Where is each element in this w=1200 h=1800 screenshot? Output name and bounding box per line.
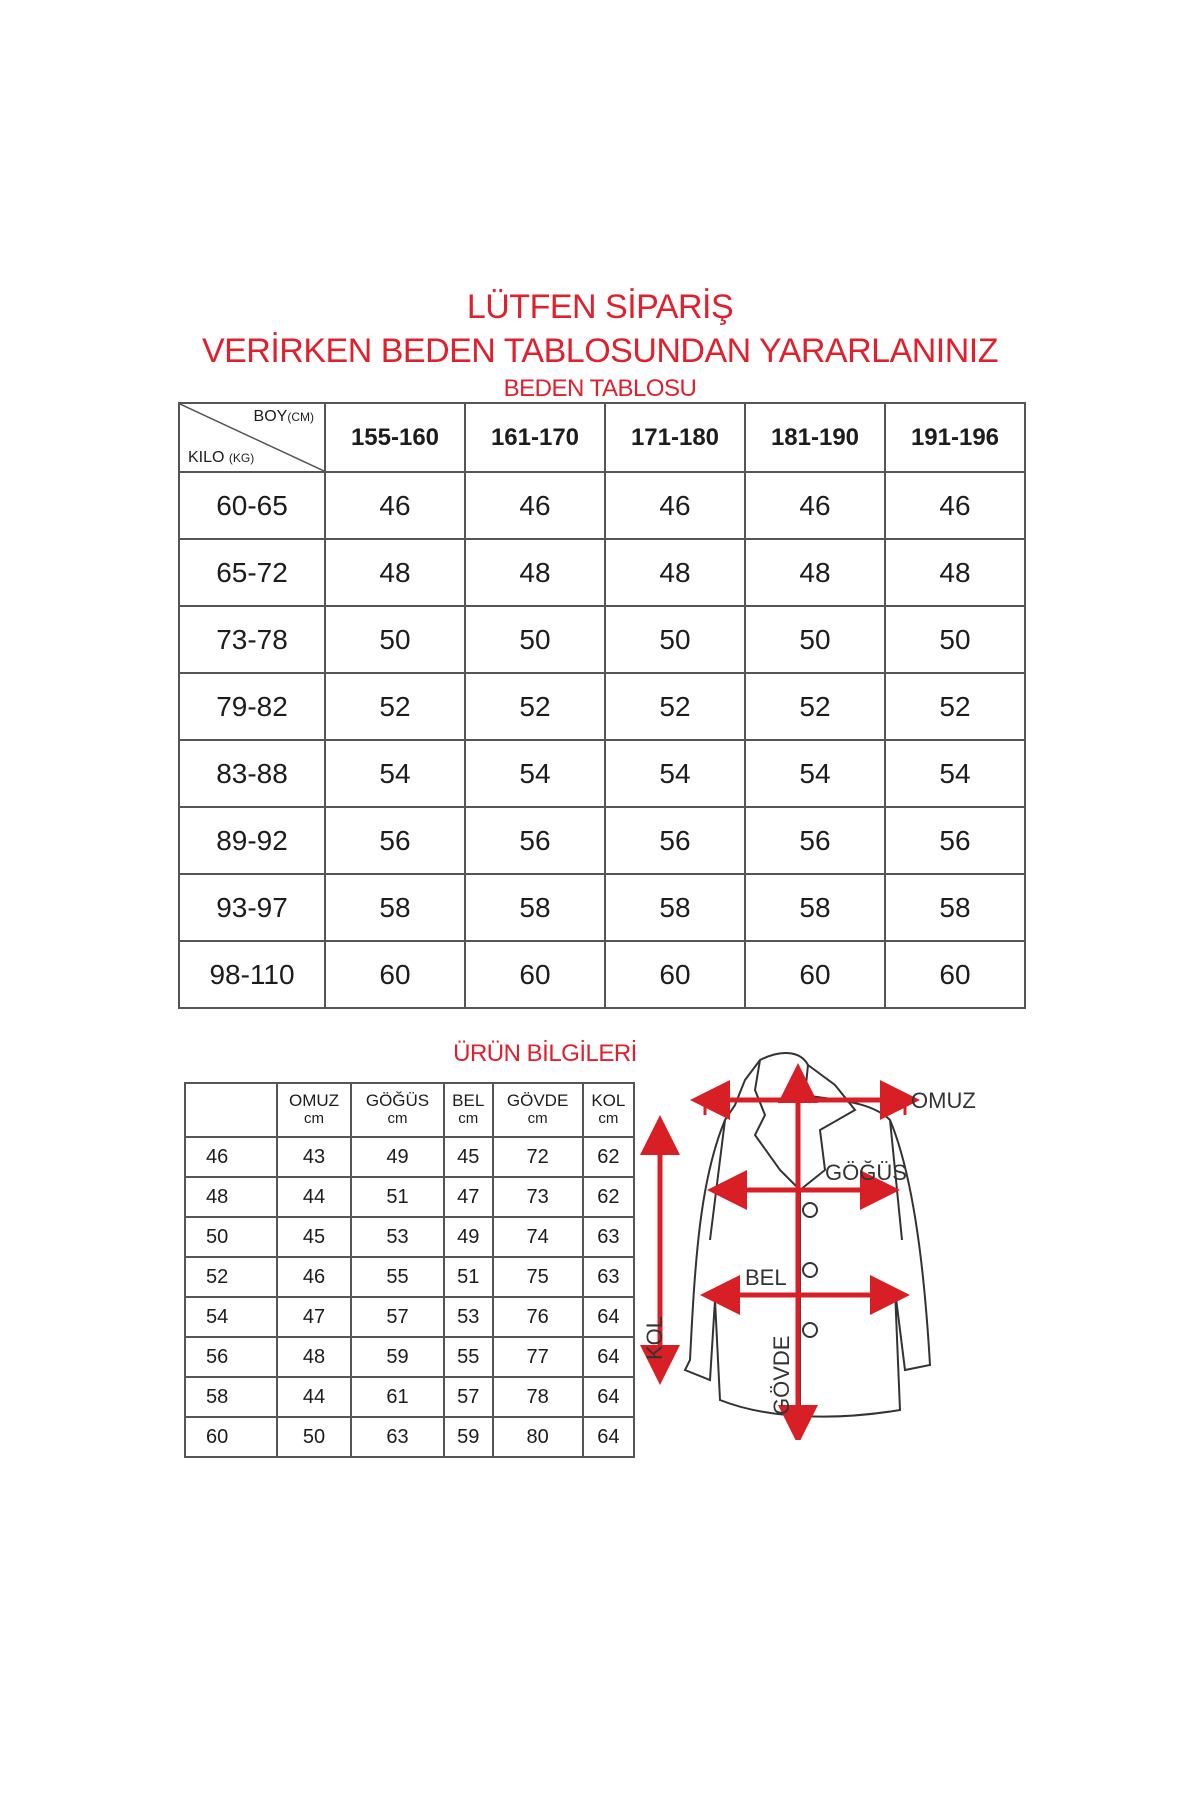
measurement-cell: 61 (351, 1377, 444, 1417)
size-cell: 54 (605, 740, 745, 807)
height-column-header: 191-196 (885, 403, 1025, 472)
measurement-cell: 64 (583, 1377, 634, 1417)
measurement-cell: 46 (277, 1257, 351, 1297)
corner-height-label: BOY(CM) (253, 408, 314, 425)
size-cell: 50 (325, 606, 465, 673)
size-cell: 52 (465, 673, 605, 740)
product-size-cell: 46 (185, 1137, 277, 1177)
size-table-header-row (179, 403, 1025, 472)
coat-outline (685, 1053, 930, 1417)
height-column-header: 171-180 (605, 403, 745, 472)
measurement-cell: 64 (583, 1297, 634, 1337)
size-table-row (179, 874, 1025, 941)
sleeve-label: KOL (642, 1315, 667, 1360)
product-size-cell: 60 (185, 1417, 277, 1457)
product-info-title: ÜRÜN BİLGİLERİ (453, 1040, 637, 1067)
size-cell: 56 (885, 807, 1025, 874)
measurement-cell: 73 (493, 1177, 583, 1217)
measurement-cell: 63 (583, 1257, 634, 1297)
measurement-cell: 55 (444, 1337, 493, 1377)
size-cell: 54 (885, 740, 1025, 807)
product-size-cell: 52 (185, 1257, 277, 1297)
measurement-cell: 44 (277, 1377, 351, 1417)
measurement-cell: 74 (493, 1217, 583, 1257)
measurement-cell: 62 (583, 1177, 634, 1217)
size-table-row (179, 941, 1025, 1008)
corner-weight-label: KILO (KG) (188, 449, 255, 466)
measurement-cell: 43 (277, 1137, 351, 1177)
weight-range-cell: 98-110 (179, 941, 325, 1008)
product-table-row (185, 1337, 634, 1377)
title-line-2: VERİRKEN BEDEN TABLOSUNDAN YARARLANINIZ (201, 332, 999, 370)
product-column-header: OMUZ cm (277, 1083, 351, 1137)
size-table-row (179, 740, 1025, 807)
product-table-row (185, 1417, 634, 1457)
product-table-header-row (185, 1083, 634, 1137)
weight-range-cell: 83-88 (179, 740, 325, 807)
product-table-row (185, 1137, 634, 1177)
size-cell: 48 (605, 539, 745, 606)
measurement-cell: 57 (444, 1377, 493, 1417)
size-cell: 46 (885, 472, 1025, 539)
product-column-header: KOL cm (583, 1083, 634, 1137)
weight-range-cell: 65-72 (179, 539, 325, 606)
measurement-cell: 63 (583, 1217, 634, 1257)
size-cell: 52 (325, 673, 465, 740)
measurement-cell: 53 (444, 1297, 493, 1337)
size-cell: 58 (465, 874, 605, 941)
coat-measurement-diagram (640, 1040, 1040, 1440)
measurement-cell: 78 (493, 1377, 583, 1417)
size-cell: 58 (885, 874, 1025, 941)
size-cell: 56 (605, 807, 745, 874)
size-cell: 54 (325, 740, 465, 807)
height-column-header: 181-190 (745, 403, 885, 472)
measurement-cell: 64 (583, 1337, 634, 1377)
measurement-cell: 47 (277, 1297, 351, 1337)
product-size-cell: 50 (185, 1217, 277, 1257)
product-table-row (185, 1297, 634, 1337)
measurement-cell: 80 (493, 1417, 583, 1457)
product-column-header: BEL cm (444, 1083, 493, 1137)
waist-label: BEL (745, 1265, 787, 1290)
measurement-cell: 59 (351, 1337, 444, 1377)
size-cell: 60 (605, 941, 745, 1008)
size-cell: 46 (605, 472, 745, 539)
measurement-cell: 51 (351, 1177, 444, 1217)
size-cell: 50 (465, 606, 605, 673)
measurement-cell: 51 (444, 1257, 493, 1297)
size-table-row (179, 539, 1025, 606)
size-cell: 54 (465, 740, 605, 807)
product-info-table (184, 1082, 635, 1458)
product-size-cell: 48 (185, 1177, 277, 1217)
measurement-cell: 77 (493, 1337, 583, 1377)
size-cell: 50 (745, 606, 885, 673)
measurement-cell: 44 (277, 1177, 351, 1217)
height-column-header: 155-160 (325, 403, 465, 472)
body-length-label: GÖVDE (769, 1335, 794, 1415)
size-table-row (179, 606, 1025, 673)
measurement-cell: 62 (583, 1137, 634, 1177)
product-table-row (185, 1217, 634, 1257)
size-cell: 48 (465, 539, 605, 606)
weight-range-cell: 93-97 (179, 874, 325, 941)
measurement-cell: 75 (493, 1257, 583, 1297)
size-cell: 50 (885, 606, 1025, 673)
button-icon (803, 1323, 817, 1337)
size-cell: 56 (325, 807, 465, 874)
measurement-cell: 45 (277, 1217, 351, 1257)
size-cell: 58 (605, 874, 745, 941)
measurement-cell: 45 (444, 1137, 493, 1177)
size-table-row (179, 472, 1025, 539)
size-cell: 52 (885, 673, 1025, 740)
size-cell: 48 (745, 539, 885, 606)
weight-range-cell: 89-92 (179, 807, 325, 874)
product-table-row (185, 1177, 634, 1217)
size-cell: 54 (745, 740, 885, 807)
measurement-cell: 72 (493, 1137, 583, 1177)
measurement-cell: 49 (351, 1137, 444, 1177)
size-cell: 58 (325, 874, 465, 941)
weight-range-cell: 60-65 (179, 472, 325, 539)
product-table-row (185, 1377, 634, 1417)
measurement-cell: 63 (351, 1417, 444, 1457)
size-table-row (179, 673, 1025, 740)
size-cell: 52 (605, 673, 745, 740)
measurement-cell: 53 (351, 1217, 444, 1257)
size-cell: 56 (465, 807, 605, 874)
size-cell: 48 (885, 539, 1025, 606)
title-line-1: LÜTFEN SİPARİŞ (466, 288, 734, 326)
coat-buttons (803, 1203, 817, 1337)
size-cell: 52 (745, 673, 885, 740)
size-cell: 60 (885, 941, 1025, 1008)
size-cell: 46 (465, 472, 605, 539)
product-size-cell: 56 (185, 1337, 277, 1377)
measurement-cell: 64 (583, 1417, 634, 1457)
measurement-cell: 49 (444, 1217, 493, 1257)
size-cell: 60 (465, 941, 605, 1008)
chest-label: GÖĞÜS (825, 1160, 907, 1185)
button-icon (803, 1203, 817, 1217)
product-column-header: GÖĞÜS cm (351, 1083, 444, 1137)
measurement-cell: 59 (444, 1417, 493, 1457)
size-cell: 56 (745, 807, 885, 874)
size-cell: 58 (745, 874, 885, 941)
product-size-cell: 54 (185, 1297, 277, 1337)
measurement-cell: 48 (277, 1337, 351, 1377)
measurement-cell: 50 (277, 1417, 351, 1457)
size-cell: 50 (605, 606, 745, 673)
product-size-cell: 58 (185, 1377, 277, 1417)
size-table (178, 402, 1026, 1009)
size-cell: 46 (325, 472, 465, 539)
product-table-row (185, 1257, 634, 1297)
measurement-cell: 47 (444, 1177, 493, 1217)
measurement-cell: 76 (493, 1297, 583, 1337)
size-table-title: BEDEN TABLOSU (503, 375, 697, 402)
size-table-corner-cell (179, 403, 325, 472)
size-cell: 46 (745, 472, 885, 539)
product-column-header: GÖVDE cm (493, 1083, 583, 1137)
height-column-header: 161-170 (465, 403, 605, 472)
button-icon (803, 1263, 817, 1277)
size-cell: 60 (745, 941, 885, 1008)
weight-range-cell: 79-82 (179, 673, 325, 740)
measurement-cell: 55 (351, 1257, 444, 1297)
shoulder-label: OMUZ (911, 1088, 976, 1113)
weight-range-cell: 73-78 (179, 606, 325, 673)
size-table-row (179, 807, 1025, 874)
size-cell: 48 (325, 539, 465, 606)
measurement-cell: 57 (351, 1297, 444, 1337)
product-table-corner-cell (185, 1083, 277, 1137)
size-cell: 60 (325, 941, 465, 1008)
